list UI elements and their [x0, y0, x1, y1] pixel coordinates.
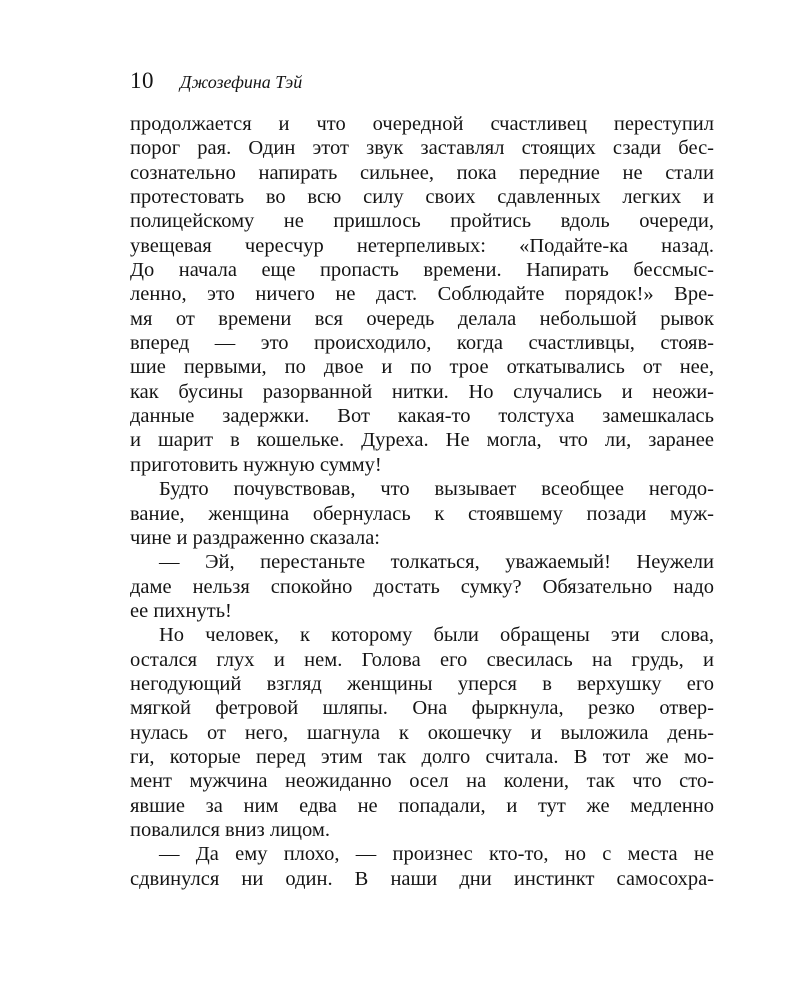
text-line: Будто почувствовав, что вызывает всеобщее негодо- [159, 478, 714, 501]
text-line: продолжается и что очередной счастливец переступил [130, 113, 714, 135]
text-line: и шарит в кошельке. Дуреха. Не могла, что ли, заранее [130, 429, 714, 452]
body-text [130, 112, 714, 891]
text-line: вперед — это происходило, когда счастливцы, стояв- [130, 332, 714, 355]
text-line: До начала еще пропасть времени. Напирать бессмыс- [130, 259, 714, 282]
text-line: приготовить нужную сумму! [130, 453, 382, 476]
text-line: как бусины разорванной нитки. Но случались и неожи- [130, 380, 714, 403]
text-line: порог рая. Один этот звук заставлял стоящих сзади бес- [130, 137, 714, 160]
text-line: вание, женщина обернулась к стоявшему позади муж- [130, 502, 714, 525]
text-line: Но человек, к которому были обращены эти слова, [159, 624, 714, 647]
text-line: мягкой фетровой шляпы. Она фыркнула, резко отвер- [130, 697, 714, 720]
text-line: ги, которые перед этим так долго считала. В тот же мо- [130, 745, 714, 768]
text-line: шие первыми, по двое и по трое откатывались от нее, [130, 356, 714, 379]
page-header [130, 68, 302, 98]
page-number: 10 [130, 68, 154, 93]
text-line: даме нельзя спокойно достать сумку? Обязательно надо [130, 575, 714, 598]
text-line: нулась от него, шагнула к окошечку и выложила день- [130, 721, 714, 744]
text-line: — Эй, перестаньте толкаться, уважаемый! Неужели [159, 551, 714, 574]
text-line: негодующий взгляд женщины уперся в верхушку его [130, 672, 714, 695]
text-line: мент мужчина неожиданно осел на колени, так что сто- [130, 770, 714, 793]
text-line: сдвинулся ни один. В наши дни инстинкт самосохра- [130, 867, 714, 890]
running-title: Джозефина Тэй [180, 72, 303, 92]
text-line: мя от времени вся очередь делала небольшой рывок [130, 307, 714, 330]
text-line: сознательно напирать сильнее, пока передние не стали [130, 161, 714, 184]
text-line: — Да ему плохо, — произнес кто-то, но с места не [159, 843, 714, 866]
text-line: ленно, это ничего не даст. Соблюдайте порядок!» Вре- [130, 283, 714, 306]
text-line: повалился вниз лицом. [130, 818, 330, 841]
text-line: ее пихнуть! [130, 599, 232, 622]
text-line: явшие за ним едва не попадали, и тут же медленно [130, 794, 714, 817]
text-line: полицейскому не пришлось пройтись вдоль очереди, [130, 210, 714, 233]
text-line: увещевая чересчур нетерпеливых: «Подайте-ка назад. [130, 234, 714, 257]
text-line: протестовать во всю силу своих сдавленных легких и [130, 186, 714, 209]
text-line: остался глух и нем. Голова его свесилась на грудь, и [130, 648, 714, 671]
text-line: чине и раздраженно сказала: [130, 526, 380, 549]
text-line: данные задержки. Вот какая-то толстуха замешкалась [130, 405, 714, 428]
